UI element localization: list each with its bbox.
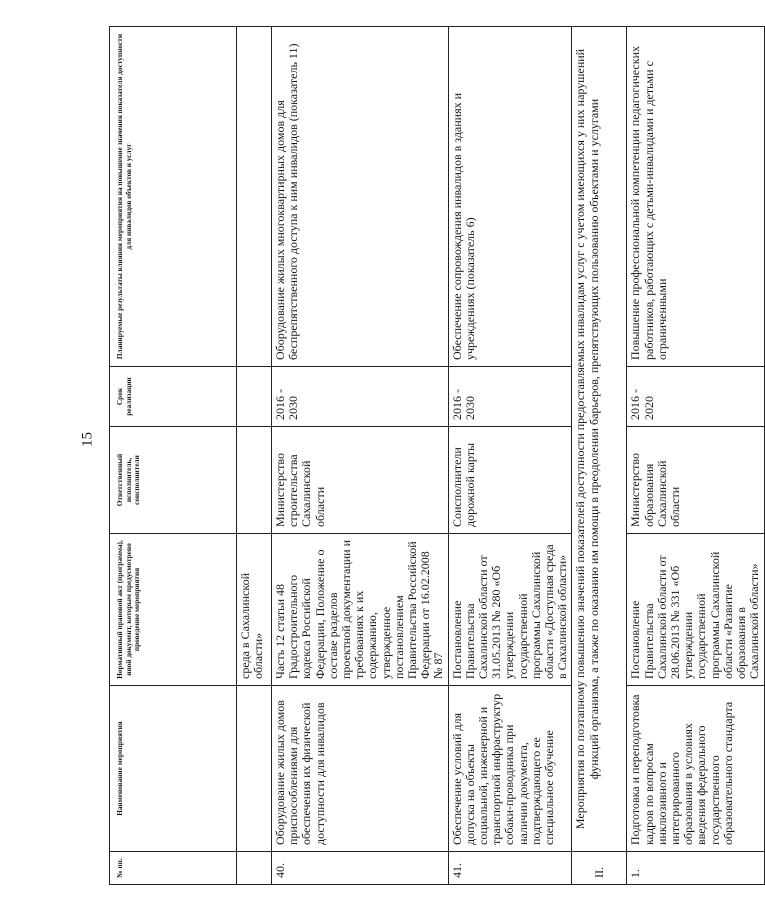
row-num: 40. — [272, 852, 449, 885]
header-name: Наименование мероприятия — [110, 686, 237, 852]
table-row — [627, 27, 764, 885]
row-num: 41. — [448, 852, 572, 885]
table-row — [448, 27, 572, 885]
header-act: Нормативный правовой акт (программа), иной документ, которым предусмотрено проведение мероприятия — [110, 534, 237, 686]
header-responsible: Ответственный исполнитель, соисполнители — [110, 427, 237, 534]
header-row — [110, 27, 237, 885]
header-term: Срок реализации — [110, 367, 237, 427]
row-term: 2016 - 2020 — [627, 367, 764, 427]
continuation-act: среда в Сахалинской области» — [237, 534, 272, 686]
row-responsible: Соисполнители дорожной карты — [448, 427, 572, 534]
table-row — [272, 27, 449, 885]
page-number: 15 — [79, 432, 96, 447]
row-result: Оборудование жилых многоквартирных домов для беспрепятственного доступа к ним инвалидов (показатель 11) — [272, 27, 449, 367]
row-responsible: Министерство строительства Сахалинской области — [272, 427, 449, 534]
row-result: Повышение профессиональной компетенции педагогических работников, работающих с детьми-инвалидами и детьми с ограниченными — [627, 27, 764, 367]
row-act: Часть 12 статьи 48 Градостроительного кодекса Российской Федерации, Положение о составе разделов проектной документации и требованиях к их содержанию, утвержденное постановлением Правительства Российской Федерации от 16.02.2008 № 87 — [272, 534, 449, 686]
header-result: Планируемые результаты влияния мероприятия на повышение значения показателя доступности для инвалидов объектов и услуг — [110, 27, 237, 367]
row-name: Обеспечение условий для допуска на объекты социальной, инженерной и транспортной инфраструктур собаки-проводника при наличии документа, подтверждающего ее специальное обучение — [448, 686, 572, 852]
row-term: 2016 - 2030 — [272, 367, 449, 427]
row-num: 1. — [627, 852, 764, 885]
continuation-row — [237, 27, 272, 885]
row-name: Подготовка и переподготовка кадров по вопросам инклюзивного и интегрированного образования в условиях введения федерального государственного образовательного стандарта — [627, 686, 764, 852]
section-row — [572, 27, 627, 885]
rotated-table-container — [109, 27, 762, 885]
row-responsible: Министерство образования Сахалинской области — [627, 427, 764, 534]
row-term: 2016 - 2030 — [448, 367, 572, 427]
row-act: Постановление Правительства Сахалинской области от 28.06.2013 № 331 «Об утверждении государственной программы Сахалинской области «Развитие образования в Сахалинской области» — [627, 534, 764, 686]
section-num: II. — [572, 852, 627, 885]
section-title: Мероприятия по поэтапному повышению значений показателей доступности предоставляемых инвалидам услуг с учетом имеющихся у них нарушений функций организма, а также по оказанию им помощи в преодолении барьеров, препятствующих пользованию объектами и услугами — [572, 27, 627, 852]
header-num: № пп. — [110, 852, 237, 885]
row-name: Оборудование жилых домов приспособлениями для обеспечения их физической доступности для инвалидов — [272, 686, 449, 852]
row-act: Постановление Правительства Сахалинской области от 31.05.2013 № 280 «Об утверждении государственной программы Сахалинской области «Доступная среда в Сахалинской области» — [448, 534, 572, 686]
row-result: Обеспечение сопровождения инвалидов в зданиях и учреждениях (показатель 6) — [448, 27, 572, 367]
roadmap-table — [109, 26, 765, 885]
